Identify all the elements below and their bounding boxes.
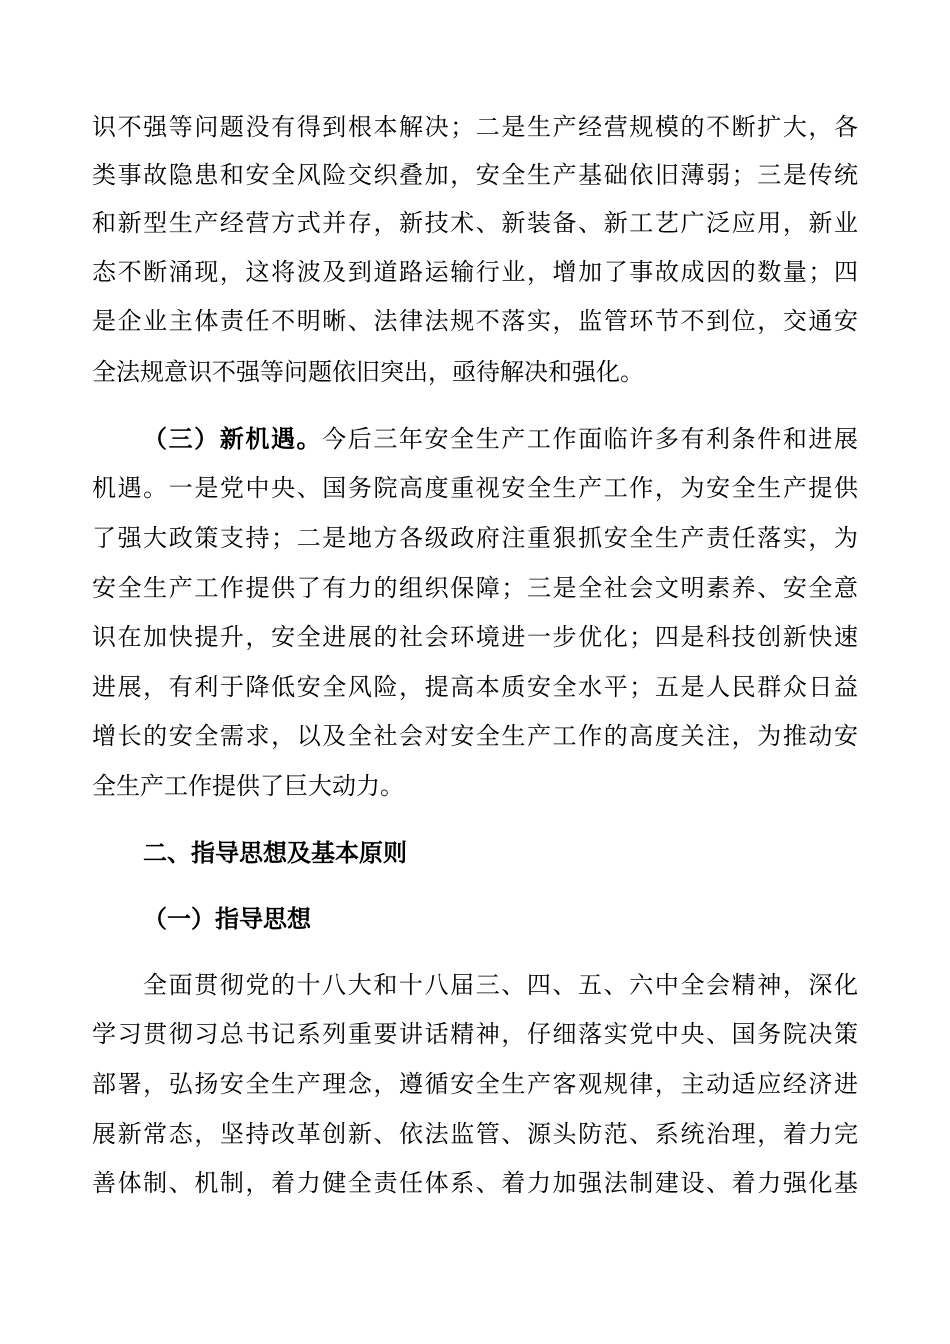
paragraph-line: 类事故隐患和安全风险交织叠加，安全生产基础依旧薄弱；三是传统 [92, 161, 858, 189]
paragraph-lead-line: 全面贯彻党的十八大和十八届三、四、五、六中全会精神，深化 [143, 971, 858, 999]
paragraph-line: 识在加快提升，安全进展的社会环境进一步优化；四是科技创新快速 [92, 623, 858, 651]
paragraph-line: 和新型生产经营方式并存，新技术、新装备、新工艺广泛应用，新业 [92, 209, 858, 237]
lead-bold-text: （三）新机遇。 [143, 425, 323, 453]
paragraph-line: 增长的安全需求，以及全社会对安全生产工作的高度关注，为推动安 [92, 722, 858, 750]
section-heading: 二、指导思想及基本原则 [143, 839, 407, 867]
paragraph-line: 部署，弘扬安全生产理念，遵循安全生产客观规律，主动适应经济进 [92, 1070, 858, 1098]
paragraph-line: 学习贯彻习总书记系列重要讲话精神，仔细落实党中央、国务院决策 [92, 1020, 858, 1048]
paragraph-line: 进展，有利于降低安全风险，提高本质安全水平；五是人民群众日益 [92, 673, 858, 701]
paragraph-line: 展新常态，坚持改革创新、依法监管、源头防范、系统治理，着力完 [92, 1120, 858, 1148]
paragraph-line: 机遇。一是党中央、国务院高度重视安全生产工作，为安全生产提供 [92, 474, 858, 502]
sub-heading: （一）指导思想 [143, 905, 311, 933]
paragraph-line: 识不强等问题没有得到根本解决；二是生产经营规模的不断扩大，各 [92, 113, 858, 141]
lead-rest-text: 今后三年安全生产工作面临许多有利条件和进展 [322, 425, 858, 453]
paragraph-line: 善体制、机制，着力健全责任体系、着力加强法制建设、着力强化基 [92, 1169, 858, 1197]
paragraph-line: 全法规意识不强等问题依旧突出，亟待解决和强化。 [92, 358, 644, 386]
paragraph-line: 态不断涌现，这将波及到道路运输行业，增加了事故成因的数量；四 [92, 258, 858, 286]
paragraph-line: 全生产工作提供了巨大动力。 [92, 772, 404, 800]
paragraph-line: 安全生产工作提供了有力的组织保障；三是全社会文明素养、安全意 [92, 574, 858, 602]
paragraph-line: 了强大政策支持；二是地方各级政府注重狠抓安全生产责任落实，为 [92, 524, 858, 552]
paragraph-lead-line [143, 424, 858, 454]
paragraph-line: 是企业主体责任不明晰、法律法规不落实，监管环节不到位，交通安 [92, 307, 858, 335]
